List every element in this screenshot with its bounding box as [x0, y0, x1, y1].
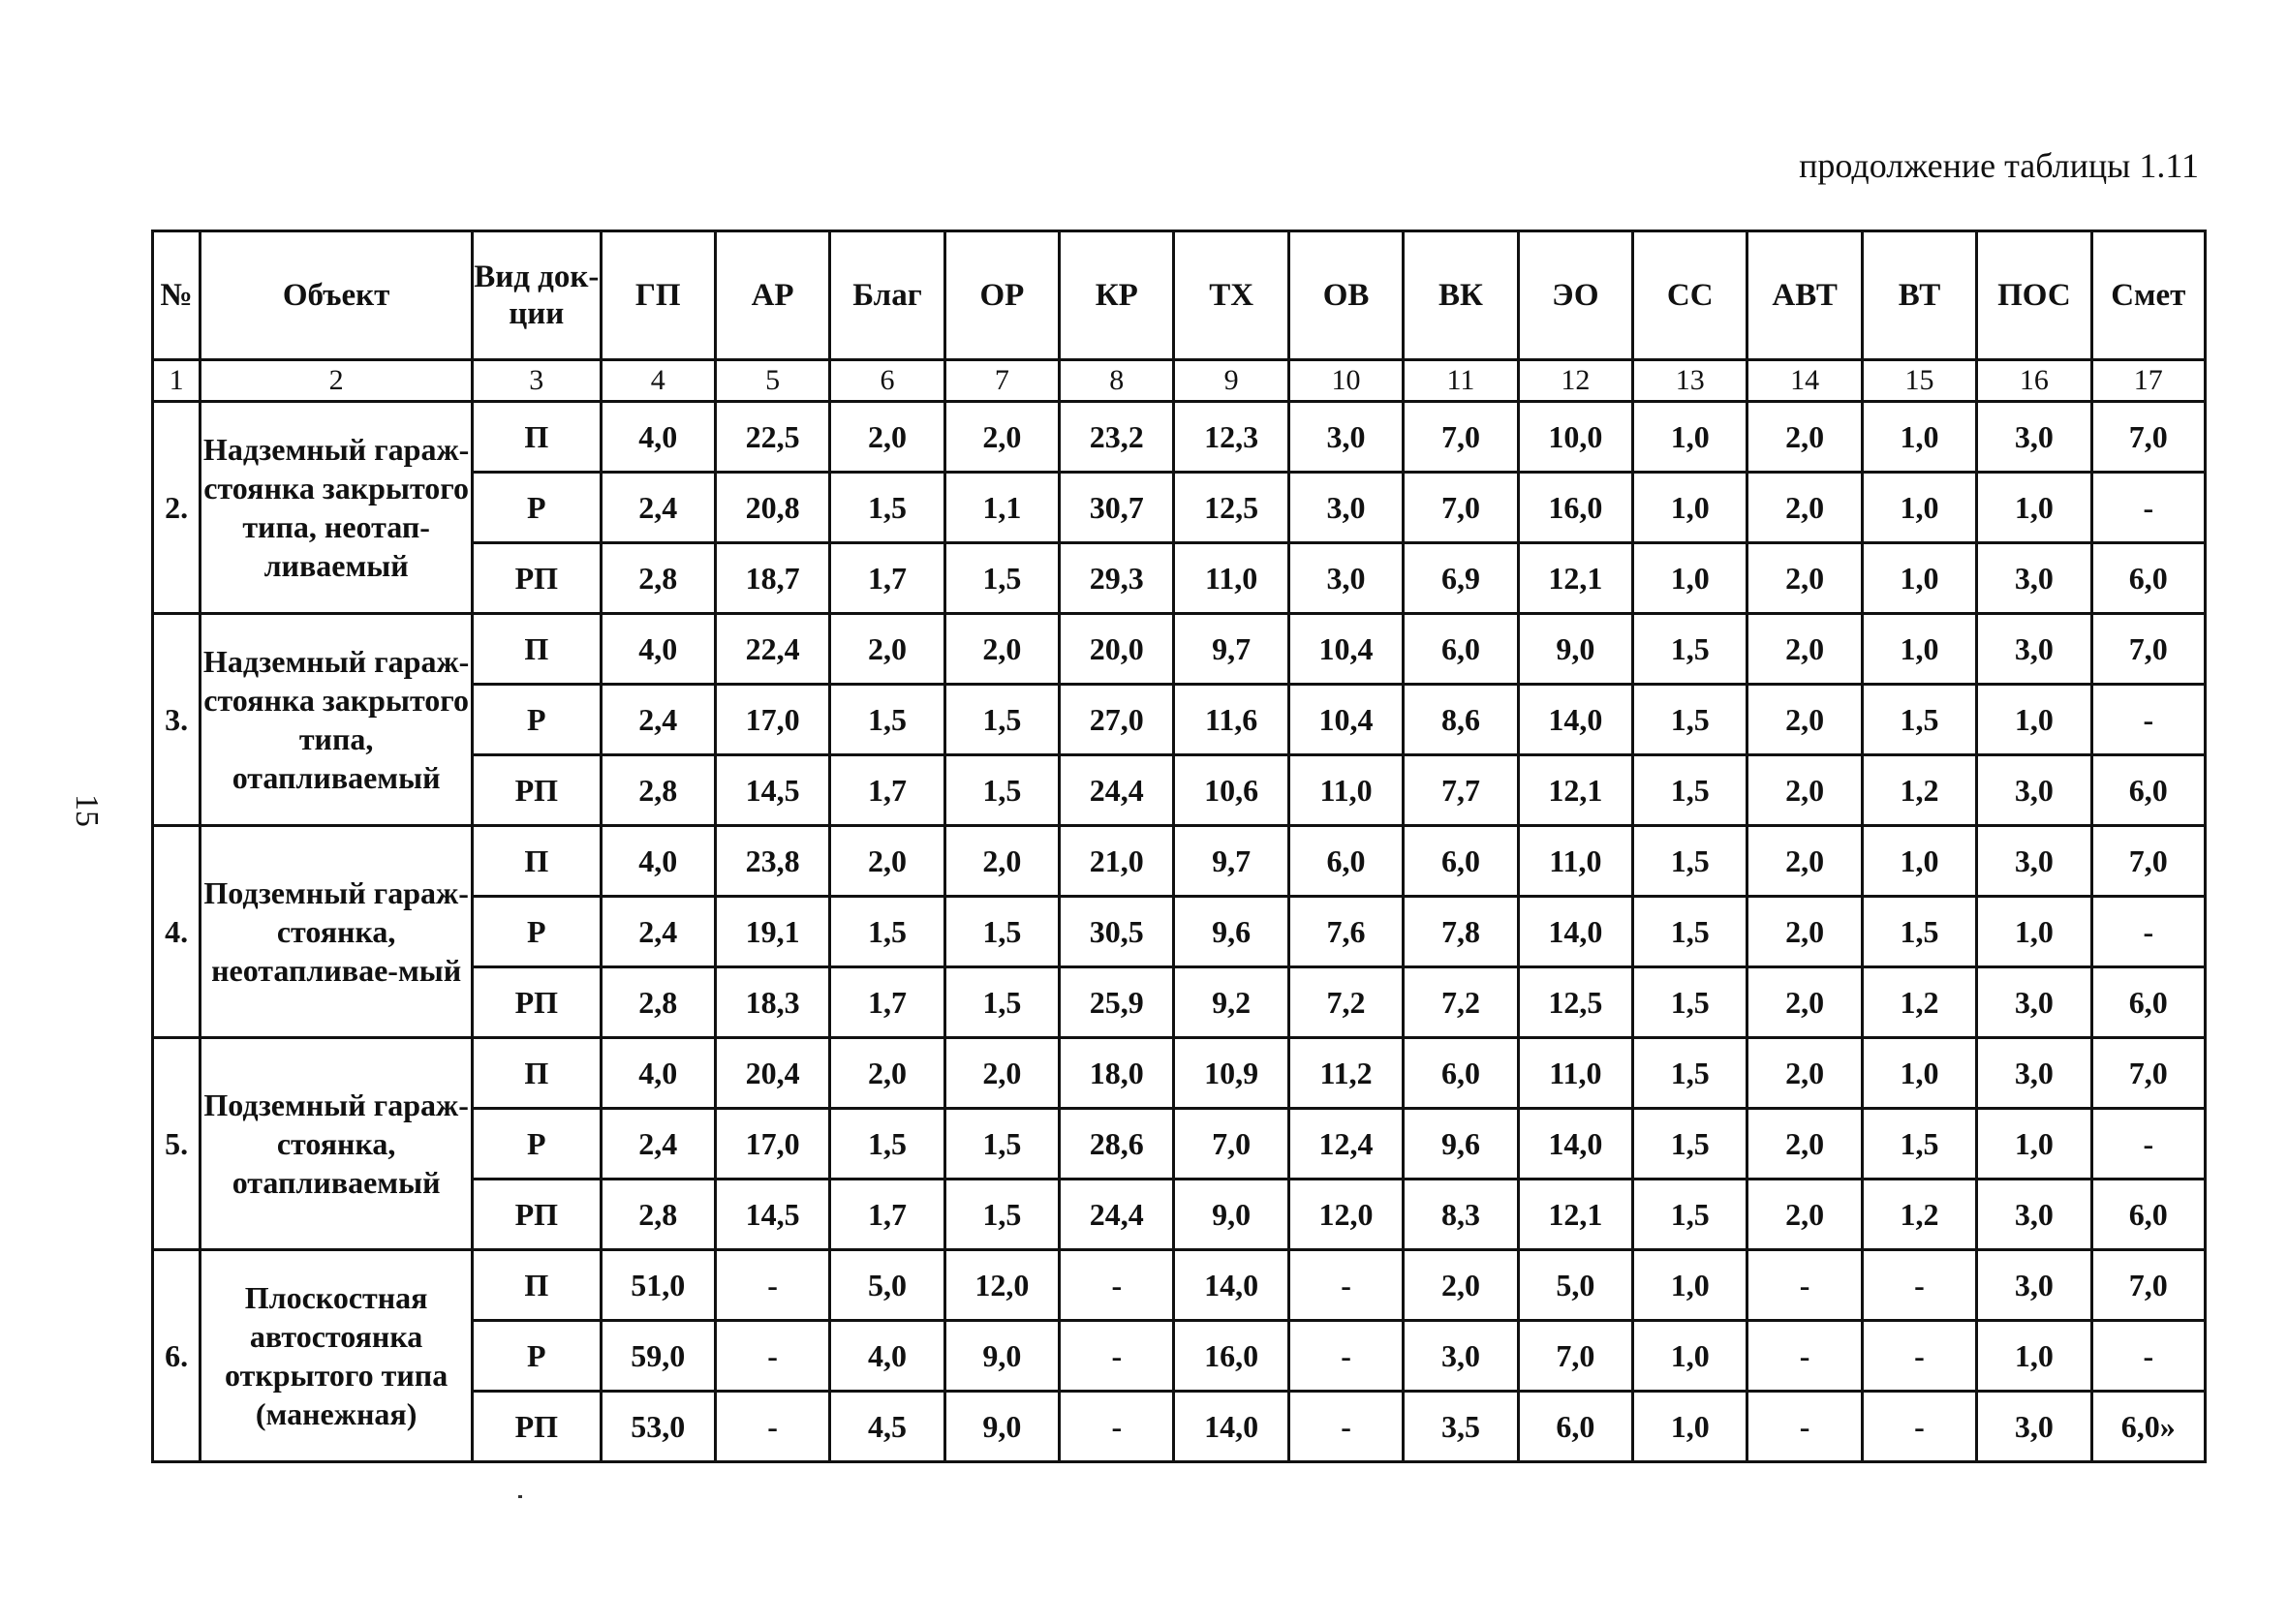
- value-cell-or: 2,0: [944, 826, 1059, 897]
- value-cell-ss: 1,5: [1633, 755, 1747, 826]
- value-cell-ov: 3,0: [1288, 543, 1403, 614]
- value-cell-avt: 2,0: [1747, 897, 1862, 967]
- value-cell-eo: 14,0: [1518, 897, 1632, 967]
- object-name-cell: Плоскостная автостоянка открытого типа (манежная): [201, 1250, 473, 1462]
- doc-type-cell: РП: [473, 967, 601, 1038]
- value-cell-tx: 9,7: [1174, 614, 1288, 685]
- value-cell-gp: 2,4: [601, 473, 715, 543]
- doc-type-cell: Р: [473, 1321, 601, 1392]
- object-number-cell: 3.: [153, 614, 201, 826]
- value-cell-ss: 1,0: [1633, 1392, 1747, 1462]
- doc-type-cell: П: [473, 402, 601, 473]
- value-cell-smet: -: [2091, 473, 2205, 543]
- header-eo: ЭО: [1518, 231, 1632, 360]
- value-cell-ov: 10,4: [1288, 614, 1403, 685]
- object-name-cell: Подземный гараж-стоянка, отапливаемый: [201, 1038, 473, 1250]
- value-cell-pos: 3,0: [1977, 543, 2091, 614]
- value-cell-blag: 2,0: [830, 402, 944, 473]
- value-cell-vk: 7,7: [1404, 755, 1518, 826]
- value-cell-ar: 18,7: [715, 543, 829, 614]
- value-cell-or: 2,0: [944, 402, 1059, 473]
- value-cell-ss: 1,0: [1633, 402, 1747, 473]
- header-vk: ВК: [1404, 231, 1518, 360]
- value-cell-ov: -: [1288, 1250, 1403, 1321]
- value-cell-vk: 3,5: [1404, 1392, 1518, 1462]
- value-cell-kr: -: [1060, 1321, 1174, 1392]
- value-cell-blag: 1,5: [830, 1109, 944, 1180]
- value-cell-ar: 18,3: [715, 967, 829, 1038]
- value-cell-kr: 21,0: [1060, 826, 1174, 897]
- value-cell-smet: 7,0: [2091, 826, 2205, 897]
- column-number-cell: 15: [1862, 360, 1976, 402]
- column-number-cell: 16: [1977, 360, 2091, 402]
- value-cell-gp: 4,0: [601, 614, 715, 685]
- value-cell-smet: -: [2091, 897, 2205, 967]
- value-cell-avt: 2,0: [1747, 402, 1862, 473]
- value-cell-kr: 25,9: [1060, 967, 1174, 1038]
- header-ss: СС: [1633, 231, 1747, 360]
- header-no: №: [153, 231, 201, 360]
- value-cell-ss: 1,0: [1633, 1250, 1747, 1321]
- table-row: [153, 1038, 2206, 1109]
- doc-type-cell: РП: [473, 755, 601, 826]
- value-cell-blag: 1,7: [830, 1180, 944, 1250]
- value-cell-ar: 17,0: [715, 1109, 829, 1180]
- value-cell-vt: 1,0: [1862, 826, 1976, 897]
- value-cell-ov: 11,2: [1288, 1038, 1403, 1109]
- value-cell-eo: 9,0: [1518, 614, 1632, 685]
- value-cell-ss: 1,5: [1633, 1038, 1747, 1109]
- value-cell-vt: 1,5: [1862, 897, 1976, 967]
- value-cell-gp: 2,4: [601, 1109, 715, 1180]
- doc-type-cell: РП: [473, 1180, 601, 1250]
- value-cell-tx: 12,5: [1174, 473, 1288, 543]
- value-cell-vt: -: [1862, 1392, 1976, 1462]
- doc-type-cell: РП: [473, 1392, 601, 1462]
- value-cell-vt: 1,0: [1862, 543, 1976, 614]
- value-cell-gp: 51,0: [601, 1250, 715, 1321]
- value-cell-smet: 6,0»: [2091, 1392, 2205, 1462]
- column-number-cell: 1: [153, 360, 201, 402]
- value-cell-pos: 3,0: [1977, 826, 2091, 897]
- value-cell-kr: 23,2: [1060, 402, 1174, 473]
- value-cell-kr: 28,6: [1060, 1109, 1174, 1180]
- value-cell-ss: 1,5: [1633, 967, 1747, 1038]
- value-cell-or: 1,1: [944, 473, 1059, 543]
- value-cell-ov: 3,0: [1288, 402, 1403, 473]
- value-cell-or: 1,5: [944, 543, 1059, 614]
- doc-type-cell: П: [473, 614, 601, 685]
- value-cell-gp: 2,8: [601, 1180, 715, 1250]
- value-cell-ar: 14,5: [715, 1180, 829, 1250]
- value-cell-smet: 7,0: [2091, 614, 2205, 685]
- header-avt: АВТ: [1747, 231, 1862, 360]
- table-row: [153, 826, 2206, 897]
- value-cell-kr: 24,4: [1060, 755, 1174, 826]
- value-cell-eo: 11,0: [1518, 826, 1632, 897]
- value-cell-ss: 1,5: [1633, 1180, 1747, 1250]
- header-ov: ОВ: [1288, 231, 1403, 360]
- value-cell-tx: 16,0: [1174, 1321, 1288, 1392]
- value-cell-tx: 10,9: [1174, 1038, 1288, 1109]
- value-cell-pos: 3,0: [1977, 1180, 2091, 1250]
- value-cell-pos: 3,0: [1977, 755, 2091, 826]
- value-cell-blag: 2,0: [830, 826, 944, 897]
- value-cell-blag: 5,0: [830, 1250, 944, 1321]
- value-cell-avt: 2,0: [1747, 1109, 1862, 1180]
- value-cell-gp: 4,0: [601, 402, 715, 473]
- value-cell-ar: 14,5: [715, 755, 829, 826]
- value-cell-kr: 20,0: [1060, 614, 1174, 685]
- header-ar: АР: [715, 231, 829, 360]
- value-cell-pos: 3,0: [1977, 1038, 2091, 1109]
- value-cell-eo: 14,0: [1518, 685, 1632, 755]
- column-number-cell: 14: [1747, 360, 1862, 402]
- header-blag: Благ: [830, 231, 944, 360]
- value-cell-ov: 10,4: [1288, 685, 1403, 755]
- table-continuation-caption: продолжение таблицы 1.11: [1799, 146, 2199, 185]
- value-cell-vk: 8,6: [1404, 685, 1518, 755]
- value-cell-ss: 1,0: [1633, 473, 1747, 543]
- header-or: ОР: [944, 231, 1059, 360]
- value-cell-avt: 2,0: [1747, 685, 1862, 755]
- value-cell-vt: 1,0: [1862, 473, 1976, 543]
- value-cell-ss: 1,5: [1633, 685, 1747, 755]
- value-cell-kr: 29,3: [1060, 543, 1174, 614]
- value-cell-ar: 22,5: [715, 402, 829, 473]
- value-cell-or: 1,5: [944, 755, 1059, 826]
- value-cell-blag: 1,7: [830, 755, 944, 826]
- value-cell-tx: 11,6: [1174, 685, 1288, 755]
- value-cell-gp: 59,0: [601, 1321, 715, 1392]
- value-cell-or: 9,0: [944, 1321, 1059, 1392]
- value-cell-kr: 30,7: [1060, 473, 1174, 543]
- value-cell-pos: 3,0: [1977, 614, 2091, 685]
- header-kr: КР: [1060, 231, 1174, 360]
- value-cell-eo: 12,1: [1518, 1180, 1632, 1250]
- doc-type-cell: Р: [473, 473, 601, 543]
- value-cell-smet: -: [2091, 685, 2205, 755]
- value-cell-vt: 1,5: [1862, 685, 1976, 755]
- value-cell-ss: 1,5: [1633, 897, 1747, 967]
- value-cell-vk: 6,0: [1404, 614, 1518, 685]
- value-cell-eo: 10,0: [1518, 402, 1632, 473]
- value-cell-gp: 4,0: [601, 1038, 715, 1109]
- value-cell-pos: 1,0: [1977, 473, 2091, 543]
- column-number-cell: 11: [1404, 360, 1518, 402]
- doc-type-cell: П: [473, 826, 601, 897]
- value-cell-avt: 2,0: [1747, 543, 1862, 614]
- doc-type-cell: Р: [473, 685, 601, 755]
- value-cell-ar: 23,8: [715, 826, 829, 897]
- header-vt: ВТ: [1862, 231, 1976, 360]
- value-cell-eo: 5,0: [1518, 1250, 1632, 1321]
- value-cell-ov: 3,0: [1288, 473, 1403, 543]
- column-number-cell: 4: [601, 360, 715, 402]
- table-row: [153, 1250, 2206, 1321]
- value-cell-tx: 10,6: [1174, 755, 1288, 826]
- value-cell-avt: 2,0: [1747, 473, 1862, 543]
- value-cell-ar: 20,8: [715, 473, 829, 543]
- value-cell-avt: 2,0: [1747, 614, 1862, 685]
- value-cell-or: 12,0: [944, 1250, 1059, 1321]
- value-cell-vt: 1,0: [1862, 1038, 1976, 1109]
- value-cell-tx: 14,0: [1174, 1250, 1288, 1321]
- value-cell-pos: 1,0: [1977, 685, 2091, 755]
- doc-type-cell: РП: [473, 543, 601, 614]
- object-name-cell: Подземный гараж-стоянка, неотапливае-мый: [201, 826, 473, 1038]
- value-cell-vk: 7,0: [1404, 402, 1518, 473]
- object-number-cell: 4.: [153, 826, 201, 1038]
- value-cell-or: 2,0: [944, 614, 1059, 685]
- value-cell-ar: 22,4: [715, 614, 829, 685]
- value-cell-vt: 1,0: [1862, 614, 1976, 685]
- column-number-cell: 6: [830, 360, 944, 402]
- value-cell-eo: 6,0: [1518, 1392, 1632, 1462]
- value-cell-eo: 12,5: [1518, 967, 1632, 1038]
- value-cell-vk: 7,8: [1404, 897, 1518, 967]
- value-cell-vk: 8,3: [1404, 1180, 1518, 1250]
- value-cell-eo: 12,1: [1518, 755, 1632, 826]
- value-cell-vk: 9,6: [1404, 1109, 1518, 1180]
- object-name-cell: Надземный гараж-стоянка закрытого типа, неотап-ливаемый: [201, 402, 473, 614]
- value-cell-pos: 3,0: [1977, 967, 2091, 1038]
- value-cell-ss: 1,5: [1633, 826, 1747, 897]
- value-cell-kr: -: [1060, 1392, 1174, 1462]
- value-cell-gp: 53,0: [601, 1392, 715, 1462]
- header-smet: Смет: [2091, 231, 2205, 360]
- value-cell-gp: 2,4: [601, 897, 715, 967]
- value-cell-ov: 7,6: [1288, 897, 1403, 967]
- value-cell-avt: -: [1747, 1250, 1862, 1321]
- value-cell-gp: 4,0: [601, 826, 715, 897]
- value-cell-tx: 12,3: [1174, 402, 1288, 473]
- value-cell-vt: 1,0: [1862, 402, 1976, 473]
- doc-type-cell: Р: [473, 1109, 601, 1180]
- value-cell-tx: 14,0: [1174, 1392, 1288, 1462]
- value-cell-gp: 2,8: [601, 755, 715, 826]
- value-cell-eo: 14,0: [1518, 1109, 1632, 1180]
- value-cell-blag: 1,5: [830, 897, 944, 967]
- value-cell-avt: 2,0: [1747, 967, 1862, 1038]
- value-cell-blag: 1,7: [830, 543, 944, 614]
- value-cell-ss: 1,0: [1633, 1321, 1747, 1392]
- header-row: [153, 231, 2206, 360]
- object-name-cell: Надземный гараж-стоянка закрытого типа, отапливаемый: [201, 614, 473, 826]
- value-cell-eo: 16,0: [1518, 473, 1632, 543]
- value-cell-tx: 9,0: [1174, 1180, 1288, 1250]
- value-cell-avt: 2,0: [1747, 826, 1862, 897]
- column-number-cell: 12: [1518, 360, 1632, 402]
- column-number-cell: 9: [1174, 360, 1288, 402]
- header-object: Объект: [201, 231, 473, 360]
- value-cell-avt: 2,0: [1747, 1180, 1862, 1250]
- object-number-cell: 2.: [153, 402, 201, 614]
- column-number-cell: 8: [1060, 360, 1174, 402]
- value-cell-or: 2,0: [944, 1038, 1059, 1109]
- value-cell-pos: 1,0: [1977, 897, 2091, 967]
- value-cell-kr: -: [1060, 1250, 1174, 1321]
- value-cell-vt: 1,5: [1862, 1109, 1976, 1180]
- value-cell-vk: 6,9: [1404, 543, 1518, 614]
- value-cell-blag: 1,7: [830, 967, 944, 1038]
- page-number: 15: [69, 794, 105, 827]
- value-cell-blag: 2,0: [830, 614, 944, 685]
- value-cell-ar: 19,1: [715, 897, 829, 967]
- value-cell-kr: 24,4: [1060, 1180, 1174, 1250]
- value-cell-ss: 1,0: [1633, 543, 1747, 614]
- value-cell-blag: 1,5: [830, 685, 944, 755]
- doc-type-cell: Р: [473, 897, 601, 967]
- value-cell-or: 1,5: [944, 897, 1059, 967]
- value-cell-blag: 2,0: [830, 1038, 944, 1109]
- value-cell-smet: 6,0: [2091, 543, 2205, 614]
- column-number-cell: 10: [1288, 360, 1403, 402]
- value-cell-pos: 1,0: [1977, 1321, 2091, 1392]
- value-cell-ov: -: [1288, 1392, 1403, 1462]
- object-number-cell: 5.: [153, 1038, 201, 1250]
- header-pos: ПОС: [1977, 231, 2091, 360]
- value-cell-tx: 9,7: [1174, 826, 1288, 897]
- value-cell-or: 1,5: [944, 967, 1059, 1038]
- value-cell-ov: -: [1288, 1321, 1403, 1392]
- value-cell-vt: -: [1862, 1250, 1976, 1321]
- doc-type-cell: П: [473, 1250, 601, 1321]
- value-cell-vt: -: [1862, 1321, 1976, 1392]
- value-cell-tx: 7,0: [1174, 1109, 1288, 1180]
- value-cell-eo: 12,1: [1518, 543, 1632, 614]
- value-cell-eo: 11,0: [1518, 1038, 1632, 1109]
- value-cell-smet: -: [2091, 1321, 2205, 1392]
- value-cell-ar: -: [715, 1392, 829, 1462]
- table-row: [153, 402, 2206, 473]
- value-cell-ss: 1,5: [1633, 614, 1747, 685]
- value-cell-vk: 7,0: [1404, 473, 1518, 543]
- value-cell-smet: 6,0: [2091, 1180, 2205, 1250]
- value-cell-kr: 18,0: [1060, 1038, 1174, 1109]
- value-cell-or: 1,5: [944, 685, 1059, 755]
- value-cell-avt: -: [1747, 1392, 1862, 1462]
- value-cell-gp: 2,4: [601, 685, 715, 755]
- header-doc_type: Вид док-ции: [473, 231, 601, 360]
- value-cell-blag: 4,5: [830, 1392, 944, 1462]
- value-cell-blag: 1,5: [830, 473, 944, 543]
- value-cell-ar: -: [715, 1321, 829, 1392]
- object-number-cell: 6.: [153, 1250, 201, 1462]
- value-cell-tx: 11,0: [1174, 543, 1288, 614]
- value-cell-pos: 3,0: [1977, 402, 2091, 473]
- value-cell-tx: 9,6: [1174, 897, 1288, 967]
- column-number-cell: 3: [473, 360, 601, 402]
- value-cell-blag: 4,0: [830, 1321, 944, 1392]
- column-number-cell: 7: [944, 360, 1059, 402]
- value-cell-ov: 12,4: [1288, 1109, 1403, 1180]
- value-cell-pos: 3,0: [1977, 1392, 2091, 1462]
- value-cell-eo: 7,0: [1518, 1321, 1632, 1392]
- value-cell-vk: 2,0: [1404, 1250, 1518, 1321]
- value-cell-pos: 3,0: [1977, 1250, 2091, 1321]
- value-cell-smet: 7,0: [2091, 1250, 2205, 1321]
- value-cell-tx: 9,2: [1174, 967, 1288, 1038]
- value-cell-vk: 7,2: [1404, 967, 1518, 1038]
- value-cell-pos: 1,0: [1977, 1109, 2091, 1180]
- value-cell-vt: 1,2: [1862, 1180, 1976, 1250]
- doc-type-cell: П: [473, 1038, 601, 1109]
- value-cell-smet: 6,0: [2091, 967, 2205, 1038]
- value-cell-vk: 6,0: [1404, 1038, 1518, 1109]
- value-cell-ov: 7,2: [1288, 967, 1403, 1038]
- value-cell-or: 1,5: [944, 1109, 1059, 1180]
- value-cell-gp: 2,8: [601, 543, 715, 614]
- header-gp: ГП: [601, 231, 715, 360]
- value-cell-gp: 2,8: [601, 967, 715, 1038]
- column-number-row: [153, 360, 2206, 402]
- value-cell-or: 9,0: [944, 1392, 1059, 1462]
- value-cell-avt: -: [1747, 1321, 1862, 1392]
- column-number-cell: 13: [1633, 360, 1747, 402]
- value-cell-smet: 6,0: [2091, 755, 2205, 826]
- value-cell-ar: -: [715, 1250, 829, 1321]
- value-cell-avt: 2,0: [1747, 1038, 1862, 1109]
- data-table: [151, 230, 2207, 1463]
- value-cell-vk: 3,0: [1404, 1321, 1518, 1392]
- value-cell-or: 1,5: [944, 1180, 1059, 1250]
- stray-mark: [518, 1495, 522, 1498]
- column-number-cell: 2: [201, 360, 473, 402]
- value-cell-ov: 6,0: [1288, 826, 1403, 897]
- value-cell-vk: 6,0: [1404, 826, 1518, 897]
- column-number-cell: 5: [715, 360, 829, 402]
- table-row: [153, 614, 2206, 685]
- value-cell-smet: -: [2091, 1109, 2205, 1180]
- value-cell-kr: 27,0: [1060, 685, 1174, 755]
- column-number-cell: 17: [2091, 360, 2205, 402]
- value-cell-vt: 1,2: [1862, 967, 1976, 1038]
- header-tx: ТХ: [1174, 231, 1288, 360]
- value-cell-smet: 7,0: [2091, 1038, 2205, 1109]
- value-cell-smet: 7,0: [2091, 402, 2205, 473]
- value-cell-ov: 11,0: [1288, 755, 1403, 826]
- value-cell-ar: 17,0: [715, 685, 829, 755]
- value-cell-ov: 12,0: [1288, 1180, 1403, 1250]
- value-cell-vt: 1,2: [1862, 755, 1976, 826]
- value-cell-ar: 20,4: [715, 1038, 829, 1109]
- value-cell-avt: 2,0: [1747, 755, 1862, 826]
- value-cell-ss: 1,5: [1633, 1109, 1747, 1180]
- value-cell-kr: 30,5: [1060, 897, 1174, 967]
